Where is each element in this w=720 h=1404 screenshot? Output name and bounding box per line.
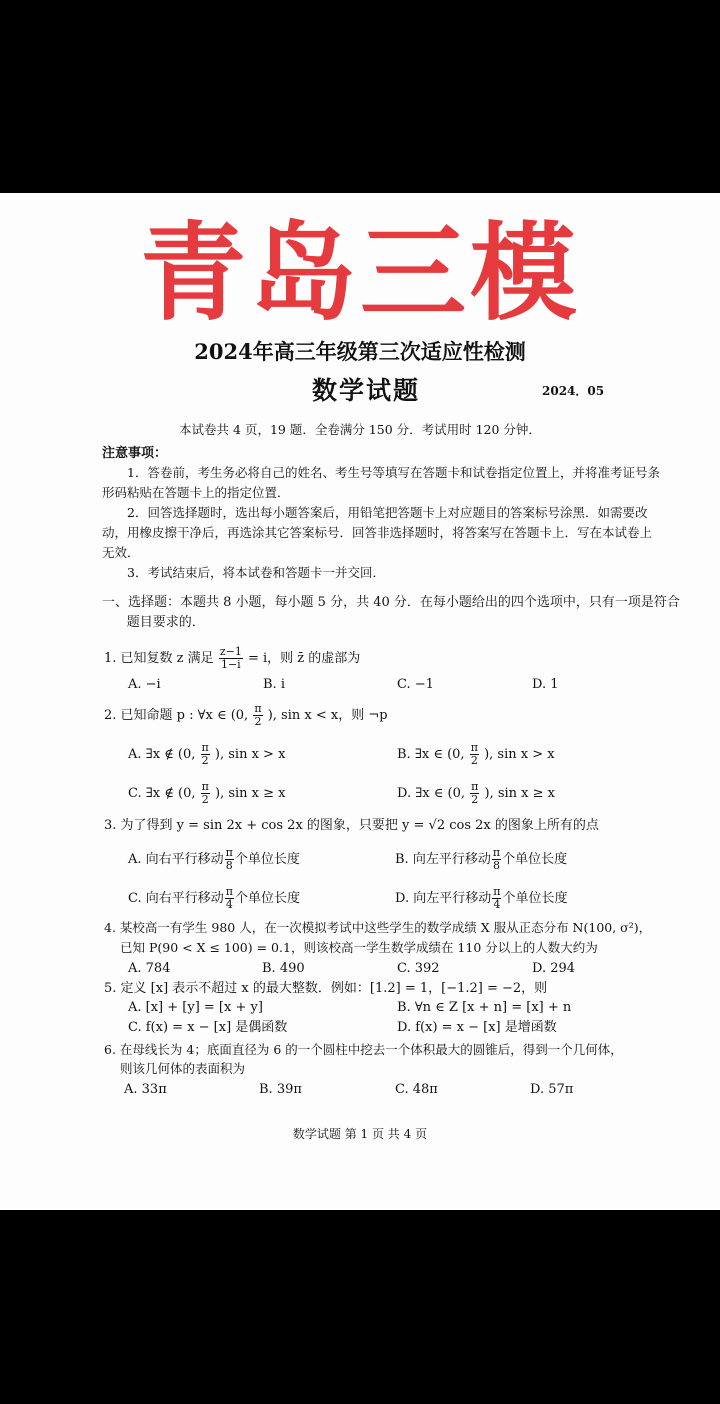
fraction [470, 742, 479, 767]
fraction [253, 703, 262, 728]
question-number: 4. [104, 920, 116, 935]
option-text: C. 向右平行移动 [128, 891, 224, 906]
question-number: 2. [104, 708, 117, 723]
option-c: C. 48π [395, 1082, 438, 1097]
option-d: D. 1 [532, 677, 559, 692]
question-number: 6. [104, 1042, 116, 1057]
option-text: 个单位长度 [502, 852, 568, 867]
exam-subtitle: 数学试题 [312, 376, 421, 405]
frac-denominator: 2 [471, 793, 479, 806]
notice-item-2: 2．回答选择题时，选出每小题答案后，用铅笔把答题卡上对应题目的答案标号涂黑．如需要改动，用橡皮擦干净后，再选涂其它答案标号．回答非选择题时，将答案写在答题卡上．写在本试卷上无效． [102, 505, 653, 560]
option-text: 个单位长度 [234, 891, 300, 906]
fraction [201, 742, 210, 767]
option-c: C. 392 [397, 961, 440, 976]
fraction [492, 847, 501, 872]
notice-heading: 注意事项： [102, 446, 168, 461]
option-text: B. 向左平行移动 [395, 852, 491, 867]
frac-numerator: π [225, 885, 233, 898]
option-text: ), sin x > x [484, 747, 555, 762]
frac-denominator: 8 [492, 859, 500, 872]
frac-numerator: π [470, 741, 478, 754]
option-a: A. [x] + [y] = [x + y] [128, 1000, 263, 1015]
frac-numerator: π [201, 741, 209, 754]
frac-denominator: 2 [254, 715, 262, 728]
fraction [219, 646, 243, 671]
question-1 [104, 646, 360, 671]
frac-numerator: π [254, 702, 262, 715]
option-a [128, 742, 285, 767]
option-b: B. 490 [262, 961, 305, 976]
frac-denominator: 2 [201, 793, 209, 806]
notice-item-1: 1．答卷前，考生务必将自己的姓名、考生号等填写在答题卡和试卷指定位置上，并将准考证号条形码粘贴在答题卡上的指定位置． [102, 465, 660, 500]
option-c: C. −1 [397, 677, 434, 692]
question-6 [104, 1041, 623, 1059]
option-c: C. f(x) = x − [x] 是偶函数 [128, 1020, 288, 1035]
option-text: ), sin x ≥ x [215, 786, 286, 801]
question-text: ), sin x < x，则 ¬p [267, 708, 388, 723]
option-d [397, 781, 555, 806]
question-4-line2: 已知 P(90 < X ≤ 100) = 0.1，则该校高一学生数学成绩在 110 分以上的人数大约为 [120, 940, 598, 955]
option-a: A. 33π [124, 1082, 167, 1097]
frac-numerator: π [492, 846, 501, 859]
question-text: 已知命题 p : ∀x ∈ (0, [120, 708, 249, 723]
question-number: 5. [104, 981, 117, 996]
question-6-line2: 则该几何体的表面积为 [120, 1061, 246, 1076]
option-b [397, 742, 555, 767]
option-d: D. f(x) = x − [x] 是增函数 [397, 1020, 557, 1035]
option-c [128, 886, 300, 911]
notice-item-3: 3．考试结束后，将本试卷和答题卡一并交回． [127, 565, 385, 580]
frac-denominator: 2 [470, 754, 478, 767]
option-text: ), sin x ≥ x [484, 786, 555, 801]
question-text: 为了得到 y = sin 2x + cos 2x 的图象，只要把 y = √2 cos 2x 的图象上所有的点 [120, 818, 599, 833]
frac-denominator: 2 [201, 754, 209, 767]
frac-denominator: 4 [225, 898, 233, 911]
question-number: 3. [104, 818, 117, 833]
frac-numerator: π [201, 780, 209, 793]
fraction [225, 886, 234, 911]
option-b: B. 39π [259, 1082, 302, 1097]
option-text: B. ∃x ∈ (0, [397, 747, 465, 762]
option-b: B. ∀n ∈ Z [x + n] = [x] + n [397, 1000, 572, 1015]
option-a: A. −i [128, 677, 161, 692]
question-text: 已知复数 z 满足 [120, 651, 214, 666]
question-text: 在母线长为 4；底面直径为 6 的一个圆柱中挖去一个体积最大的圆锥后，得到一个几何体， [119, 1042, 623, 1057]
frac-numerator: π [225, 846, 233, 859]
question-4 [104, 919, 651, 937]
question-3 [104, 817, 599, 835]
option-text: C. ∃x ∉ (0, [128, 786, 196, 801]
option-a: A. 784 [128, 961, 171, 976]
option-text: ), sin x > x [214, 747, 286, 762]
page-footer: 数学试题 第 1 页 共 4 页 [292, 1127, 428, 1141]
option-d: D. 294 [532, 961, 576, 976]
frac-numerator: π [493, 885, 501, 898]
exam-date: 2024．05 [542, 384, 605, 398]
frac-denominator: 1−i [220, 658, 241, 671]
option-text: 个单位长度 [234, 852, 300, 867]
fraction [225, 847, 234, 872]
option-b: B. i [263, 677, 285, 692]
question-number: 1. [104, 651, 117, 666]
question-text: 某校高一有学生 980 人，在一次模拟考试中这些学生的数学成绩 X 服从正态分布 N(100, σ²)， [119, 920, 652, 935]
option-c [128, 781, 286, 806]
option-d [395, 886, 567, 911]
exam-page [0, 193, 720, 1210]
option-text: A. ∃x ∉ (0, [128, 747, 196, 762]
frac-numerator: π [471, 780, 479, 793]
option-text: D. ∃x ∈ (0, [397, 786, 465, 801]
question-5 [104, 980, 547, 998]
question-text: = i，则 z̄ 的虚部为 [247, 651, 361, 666]
question-2 [104, 703, 388, 728]
fraction [470, 781, 479, 806]
section-heading: 一、选择题：本题共 8 小题，每小题 5 分，共 40 分．在每小题给出的四个选项中，只有一项是符合题目要求的． [102, 595, 680, 630]
option-b [395, 847, 567, 872]
fraction [201, 781, 210, 806]
question-text: 定义 [x] 表示不超过 x 的最大整数．例如：[1.2] = 1，[−1.2] = −2，则 [120, 981, 548, 996]
option-text: A. 向右平行移动 [128, 852, 224, 867]
fraction [492, 886, 501, 911]
option-d: D. 57π [530, 1082, 574, 1097]
frac-denominator: 4 [493, 898, 501, 911]
exam-title: 2024年高三年级第三次适应性检测 [194, 339, 526, 364]
stamp-title: 青岛三模 [140, 212, 580, 335]
frac-denominator: 8 [225, 859, 233, 872]
frac-numerator: z−1 [219, 645, 242, 658]
exam-info: 本试卷共 4 页，19 题．全卷满分 150 分．考试用时 120 分钟． [179, 422, 541, 437]
option-a [128, 847, 300, 872]
option-text: 个单位长度 [502, 891, 568, 906]
option-text: D. 向左平行移动 [395, 891, 492, 906]
